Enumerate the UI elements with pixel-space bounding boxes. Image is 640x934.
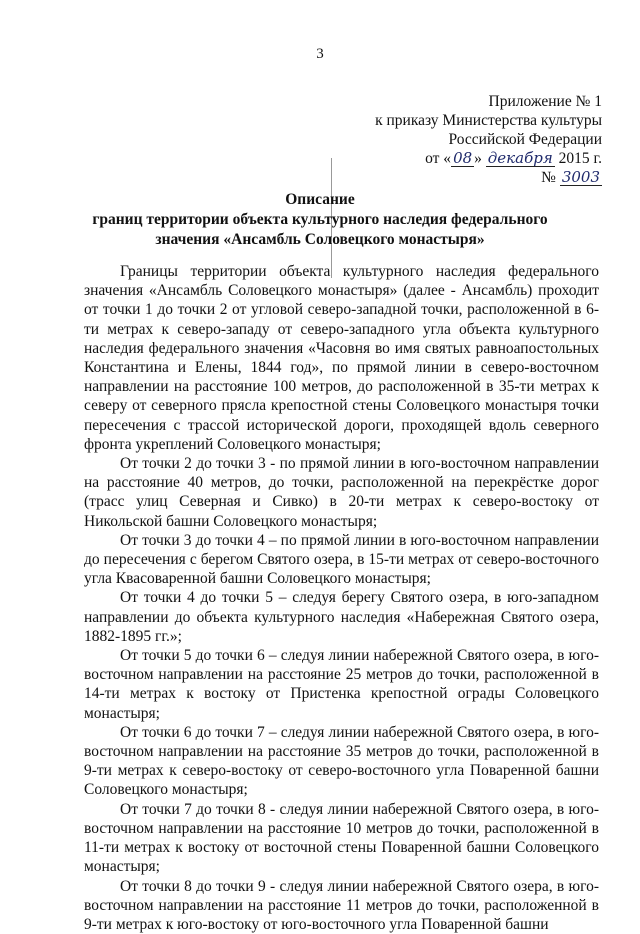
paragraph: От точки 5 до точки 6 – следуя линии набережной Святого озера, в юго-восточном направлении на расстояние 25 метров до точки, расположенной в 14-ти метрах к востоку от Пристенка крепостной ограды Соловецкого монастыря; — [84, 646, 599, 723]
paragraph: От точки 3 до точки 4 – по прямой линии в юго-восточном направлении до пересечения с берегом Святого озера, в 15-ти метрах от северо-восточного угла Квасоваренной башни Соловецкого монастыря; — [84, 531, 599, 589]
appendix-order-ref: к приказу Министерства культуры — [375, 111, 602, 130]
paragraph: От точки 8 до точки 9 - следуя линии набережной Святого озера, в юго-восточном направлении на расстояние 11 метров до точки, расположенной в 9-ти метрах к юго-востоку от юго-восточного угла Поваренной башни — [84, 877, 599, 934]
paragraph: От точки 6 до точки 7 – следуя линии набережной Святого озера, в юго-восточном направлении на расстояние 35 метров до точки, расположенной в 9-ти метрах к северо-востоку от северо-восточного угла Поваренной башни Соловецкого монастыря; — [84, 723, 599, 800]
number-value: 3003 — [560, 170, 602, 186]
date-mid: » — [474, 150, 482, 167]
appendix-header — [375, 92, 602, 187]
paragraph: От точки 2 до точки 3 - по прямой линии в юго-восточном направлении на расстояние 40 метров, до точки, расположенной на перекрёстке дорог (трасс улиц Северная и Сивко) в 20-ти метрах к северо-востоку от Никольской башни Соловецкого монастыря; — [84, 454, 599, 531]
number-label: № — [541, 169, 556, 186]
appendix-country: Российской Федерации — [375, 130, 602, 149]
paragraph: От точки 7 до точки 8 - следуя линии набережной Святого озера, в юго-восточном направлении на расстояние 10 метров до точки, расположенной в 11-ти метрах к востоку от восточной стены Поваренной башни Соловецкого монастыря; — [84, 800, 599, 877]
paragraph: От точки 4 до точки 5 – следуя берегу Святого озера, в юго-западном направлении до объекта культурного наследия «Набережная Святого озера, 1882-1895 гг.»; — [84, 588, 599, 646]
document-title — [0, 190, 640, 250]
appendix-title: Приложение № 1 — [375, 92, 602, 111]
date-year: 2015 г. — [559, 150, 602, 167]
page-number: 3 — [0, 46, 640, 63]
date-day: 08 — [451, 151, 474, 167]
document-body — [84, 262, 599, 934]
date-month: декабря — [486, 151, 555, 167]
title-subline-2: значения «Ансамбль Соловецкого монастыря» — [0, 230, 640, 250]
title-heading: Описание — [0, 190, 640, 210]
title-subline-1: границ территории объекта культурного наследия федерального — [0, 210, 640, 230]
paragraph: Границы территории объекта культурного наследия федерального значения «Ансамбль Соловецкого монастыря» (далее - Ансамбль) проходит от точки 1 до точки 2 от угловой северо-западной точки, расположенной в 6-ти метрах к северо-западу от северо-западного угла объекта культурного наследия федерального значения «Часовня во имя святых равноапостольных Константина и Елены, 1844 год», по прямой линии в северо-восточном направлении на расстояние 100 метров, до расположенной в 35-ти метрах к северу от северного прясла крепостной стены Соловецкого монастыря точки пересечения с трассой исторической дороги, проходящей вдоль северного фронта укреплений Соловецкого монастыря; — [84, 262, 599, 454]
appendix-date — [375, 149, 602, 168]
date-prefix: от « — [425, 150, 451, 167]
appendix-number — [375, 168, 602, 187]
